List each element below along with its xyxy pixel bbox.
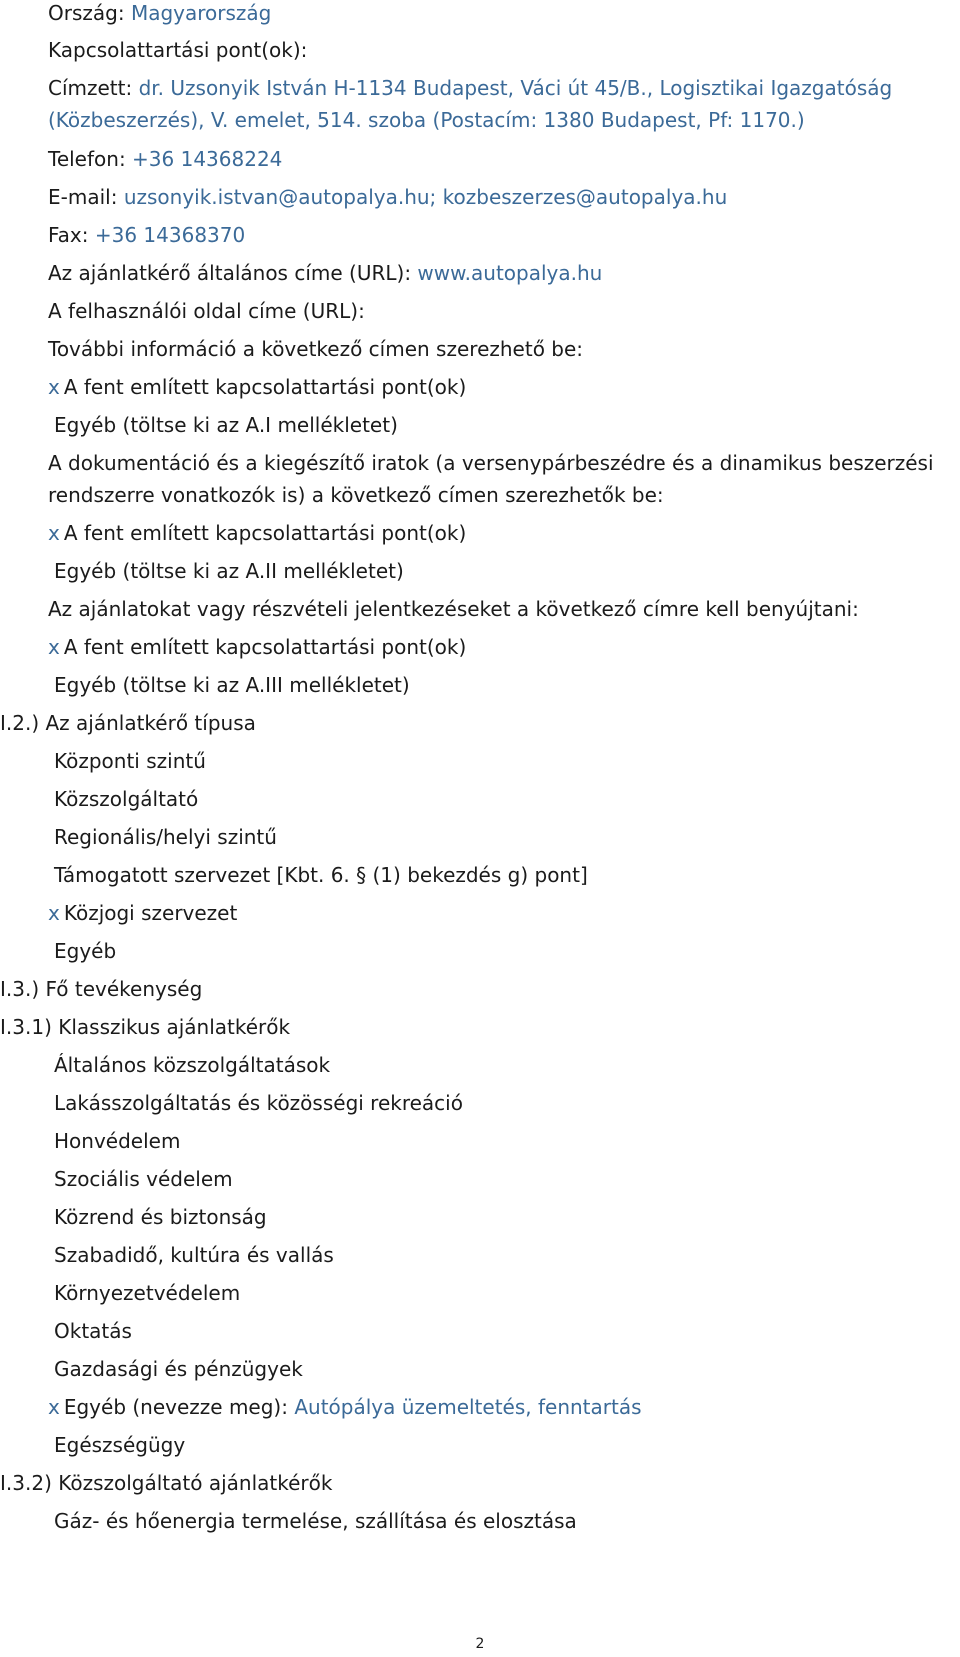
- addressee-value-1: dr. Uzsonyik István H-1134 Budapest, Váci út 45/B., Logisztikai Igazgatóság: [138, 76, 893, 100]
- info-heading: További információ a következő címen szerezhető be:: [48, 337, 584, 361]
- docs-heading-1: A dokumentáció és a kiegészítő iratok (a versenypárbeszédre és a dinamikus beszerzési: [48, 451, 934, 475]
- info-option-contact: [48, 374, 466, 400]
- buyer-type-item: Központi szintű: [54, 749, 206, 773]
- checked-mark: x: [48, 901, 60, 925]
- section-i31-heading: I.3.1) Klasszikus ajánlatkérők: [0, 1015, 291, 1039]
- addressee-label: Címzett:: [48, 76, 133, 100]
- submission-option-other: Egyéb (töltse ki az A.III mellékletet): [54, 673, 410, 697]
- activity-other-label: Egyéb (nevezze meg):: [63, 1395, 288, 1419]
- activity-item: Általános közszolgáltatások: [54, 1053, 331, 1077]
- country-label: Ország:: [48, 1, 125, 25]
- activity-item: Gazdasági és pénzügyek: [54, 1357, 303, 1381]
- page-number: 2: [475, 1636, 485, 1652]
- phone-label: Telefon:: [48, 147, 126, 171]
- submission-option-contact-label: A fent említett kapcsolattartási pont(ok): [63, 635, 467, 659]
- fax-value: +36 14368370: [94, 223, 246, 247]
- url-link[interactable]: www.autopalya.hu: [417, 261, 603, 285]
- buyer-type-item: Egyéb: [54, 939, 117, 963]
- buyer-type-item: Közszolgáltató: [54, 787, 199, 811]
- url-line: [48, 260, 602, 286]
- phone-value: +36 14368224: [132, 147, 283, 171]
- email-link[interactable]: uzsonyik.istvan@autopalya.hu; kozbeszerzes@autopalya.hu: [123, 185, 728, 209]
- buyer-type-item-selected: [48, 900, 237, 926]
- email-line: [48, 184, 727, 210]
- country-value: Magyarország: [130, 1, 272, 25]
- email-label: E-mail:: [48, 185, 118, 209]
- docs-option-contact: [48, 520, 466, 546]
- activity-item-selected: [48, 1394, 642, 1420]
- utility-activity-item: Gáz- és hőenergia termelése, szállítása és elosztása: [54, 1509, 577, 1533]
- submission-heading: Az ajánlatokat vagy részvételi jelentkezéseket a következő címre kell benyújtani:: [48, 597, 859, 621]
- docs-option-other: Egyéb (töltse ki az A.II mellékletet): [54, 559, 404, 583]
- fax-line: [48, 222, 245, 248]
- fax-label: Fax:: [48, 223, 89, 247]
- section-i3-heading: I.3.) Fő tevékenység: [0, 977, 203, 1001]
- checked-mark: x: [48, 375, 60, 399]
- info-option-other: Egyéb (töltse ki az A.I mellékletet): [54, 413, 398, 437]
- addressee-value-2: (Közbeszerzés), V. emelet, 514. szoba (Postacím: 1380 Budapest, Pf: 1170.): [48, 108, 805, 132]
- activity-item: Oktatás: [54, 1319, 132, 1343]
- activity-item: Környezetvédelem: [54, 1281, 241, 1305]
- activity-item: Lakásszolgáltatás és közösségi rekreáció: [54, 1091, 463, 1115]
- buyer-type-selected-label: Közjogi szervezet: [63, 901, 238, 925]
- activity-item: Egészségügy: [54, 1433, 186, 1457]
- country-line: [48, 0, 271, 26]
- buyer-profile-label: A felhasználói oldal címe (URL):: [48, 299, 365, 323]
- phone-line: [48, 146, 282, 172]
- checked-mark: x: [48, 521, 60, 545]
- checked-mark: x: [48, 1395, 60, 1419]
- url-label: Az ajánlatkérő általános címe (URL):: [48, 261, 412, 285]
- activity-item: Honvédelem: [54, 1129, 181, 1153]
- docs-option-contact-label: A fent említett kapcsolattartási pont(ok): [63, 521, 467, 545]
- section-i2-heading: I.2.) Az ajánlatkérő típusa: [0, 711, 256, 735]
- checked-mark: x: [48, 635, 60, 659]
- activity-item: Szociális védelem: [54, 1167, 233, 1191]
- buyer-type-item: Regionális/helyi szintű: [54, 825, 277, 849]
- docs-heading-2: rendszerre vonatkozók is) a következő címen szerezhetők be:: [48, 483, 664, 507]
- section-i32-heading: I.3.2) Közszolgáltató ajánlatkérők: [0, 1471, 333, 1495]
- addressee-line: [48, 75, 892, 101]
- submission-option-contact: [48, 634, 466, 660]
- info-option-contact-label: A fent említett kapcsolattartási pont(ok): [63, 375, 467, 399]
- activity-item: Közrend és biztonság: [54, 1205, 267, 1229]
- contact-points-label: Kapcsolattartási pont(ok):: [48, 38, 308, 62]
- activity-other-value: Autópálya üzemeltetés, fenntartás: [294, 1395, 642, 1419]
- activity-item: Szabadidő, kultúra és vallás: [54, 1243, 334, 1267]
- buyer-type-item: Támogatott szervezet [Kbt. 6. § (1) bekezdés g) pont]: [54, 863, 588, 887]
